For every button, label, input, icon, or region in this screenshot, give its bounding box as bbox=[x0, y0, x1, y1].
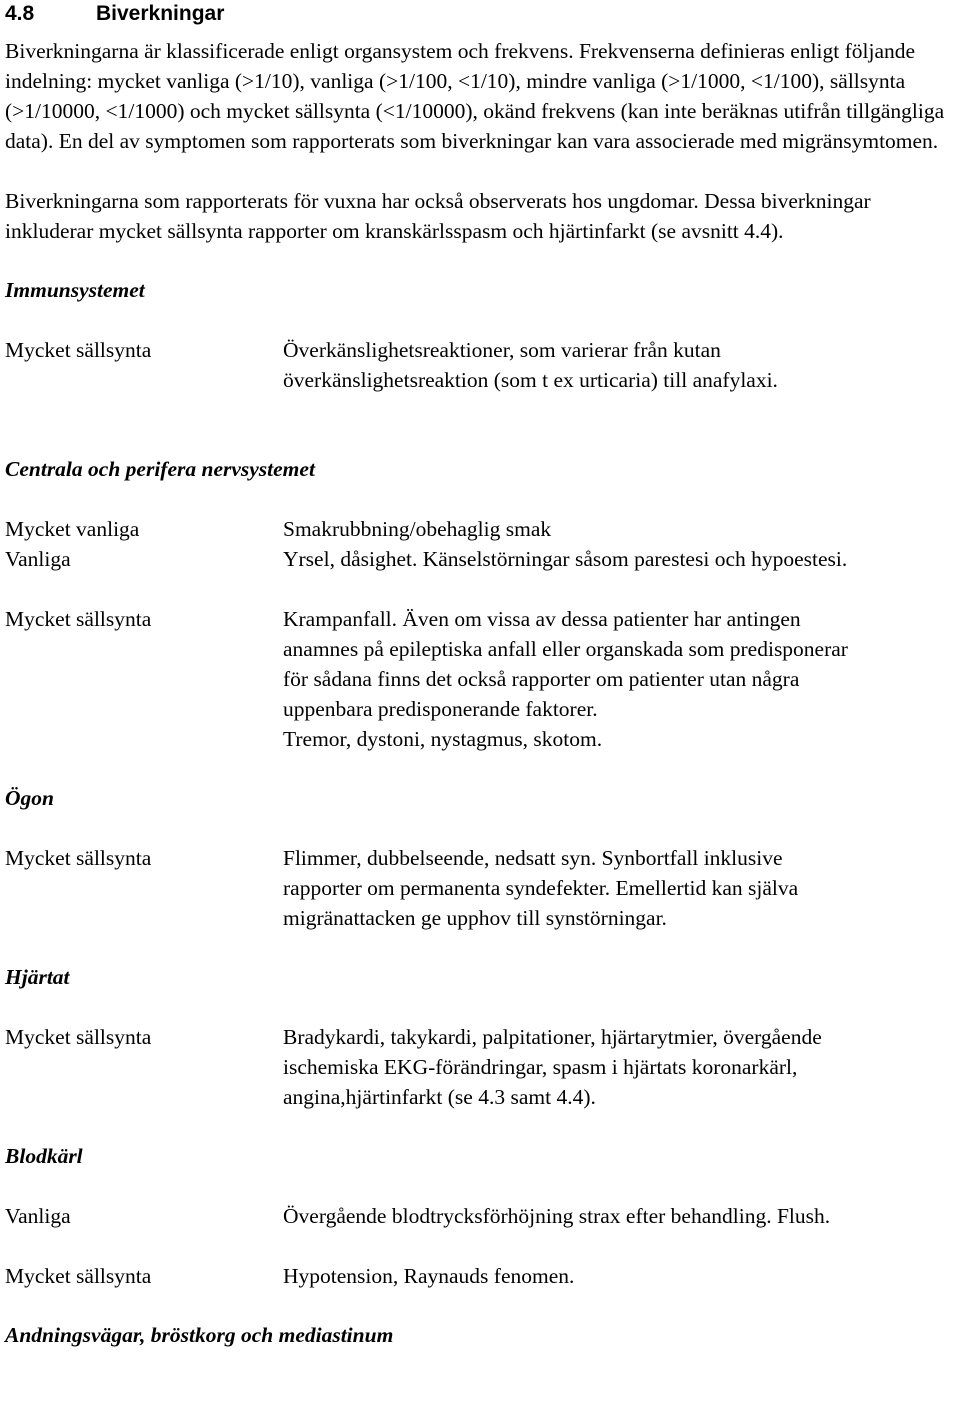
adverse-reaction-row bbox=[5, 843, 957, 933]
description-line: för sådana finns det också rapporter om patienter utan några bbox=[283, 667, 800, 691]
section-title: Biverkningar bbox=[96, 2, 225, 25]
category-heading-hjartat: Hjärtat bbox=[5, 965, 70, 989]
description-line: Smakrubbning/obehaglig smak bbox=[283, 517, 552, 541]
description-line: uppenbara predisponerande faktorer. bbox=[283, 697, 598, 721]
frequency-label: Mycket sällsynta bbox=[5, 1025, 152, 1049]
category-heading-immunsystemet: Immunsystemet bbox=[5, 278, 145, 302]
reaction-description bbox=[283, 1201, 957, 1231]
frequency-label: Mycket sällsynta bbox=[5, 338, 152, 362]
adverse-reaction-row bbox=[5, 1261, 957, 1291]
description-line: anamnes på epileptiska anfall eller organskada som predisponerar bbox=[283, 637, 848, 661]
description-line: Överkänslighetsreaktioner, som varierar från kutan bbox=[283, 338, 721, 362]
reaction-description bbox=[283, 1261, 957, 1291]
reaction-description bbox=[283, 604, 957, 754]
reaction-description bbox=[283, 514, 957, 544]
reaction-description bbox=[283, 843, 957, 933]
section-number: 4.8 bbox=[5, 2, 35, 25]
reaction-description bbox=[283, 1022, 957, 1112]
intro-paragraph-2: Biverkningarna som rapporterats för vuxna har också observerats hos ungdomar. Dessa biverkningar inkluderar mycket sällsynta rapporter om kranskärlsspasm och hjärtinfarkt (se avsnitt 4.4). bbox=[5, 189, 871, 243]
description-line: överkänslighetsreaktion (som t ex urticaria) till anafylaxi. bbox=[283, 368, 778, 392]
adverse-reaction-row bbox=[5, 544, 957, 574]
description-line: migränattacken ge upphov till synstörningar. bbox=[283, 906, 667, 930]
frequency-label: Vanliga bbox=[5, 547, 71, 571]
description-line: Krampanfall. Även om vissa av dessa patienter har antingen bbox=[283, 607, 801, 631]
description-line: Flimmer, dubbelseende, nedsatt syn. Synbortfall inklusive bbox=[283, 846, 783, 870]
category-heading-nervsystemet: Centrala och perifera nervsystemet bbox=[5, 457, 315, 481]
category-heading-andningsvagar: Andningsvägar, bröstkorg och mediastinum bbox=[5, 1323, 394, 1347]
frequency-label: Mycket sällsynta bbox=[5, 607, 152, 631]
category-heading-blodkarl: Blodkärl bbox=[5, 1144, 83, 1168]
adverse-reaction-row bbox=[5, 1022, 957, 1112]
frequency-label: Mycket sällsynta bbox=[5, 1264, 152, 1288]
description-line: Tremor, dystoni, nystagmus, skotom. bbox=[283, 727, 603, 751]
category-heading-ogon: Ögon bbox=[5, 786, 54, 810]
description-line: rapporter om permanenta syndefekter. Emellertid kan själva bbox=[283, 876, 799, 900]
description-line: Övergående blodtrycksförhöjning strax efter behandling. Flush. bbox=[283, 1204, 831, 1228]
document-page bbox=[5, 0, 957, 1350]
description-line: Yrsel, dåsighet. Känselstörningar såsom parestesi och hypoestesi. bbox=[283, 547, 848, 571]
frequency-label: Vanliga bbox=[5, 1204, 71, 1228]
description-line: ischemiska EKG-förändringar, spasm i hjärtats koronarkärl, bbox=[283, 1055, 798, 1079]
section-heading bbox=[5, 0, 957, 27]
description-line: Hypotension, Raynauds fenomen. bbox=[283, 1264, 575, 1288]
adverse-reaction-row bbox=[5, 514, 957, 544]
frequency-label: Mycket vanliga bbox=[5, 517, 140, 541]
frequency-label: Mycket sällsynta bbox=[5, 846, 152, 870]
reaction-description bbox=[283, 335, 957, 395]
adverse-reaction-row bbox=[5, 335, 957, 395]
adverse-reaction-row bbox=[5, 1201, 957, 1231]
adverse-reaction-row bbox=[5, 604, 957, 754]
description-line: angina,hjärtinfarkt (se 4.3 samt 4.4). bbox=[283, 1085, 596, 1109]
description-line: Bradykardi, takykardi, palpitationer, hjärtarytmier, övergående bbox=[283, 1025, 822, 1049]
reaction-description bbox=[283, 544, 957, 574]
intro-paragraph-1: Biverkningarna är klassificerade enligt organsystem och frekvens. Frekvenserna definieras enligt följande indelning: mycket vanliga (>1/10), vanliga (>1/100, <1/10), mindre vanliga (>1/1000, <1/100), sällsynta (>1/10000, <1/1000) och mycket sällsynta (<1/10000), okänd frekvens (kan inte beräknas utifrån tillgängliga data). En del av symptomen som rapporterats som biverkningar kan vara associerade med migränsymtomen. bbox=[5, 39, 945, 153]
